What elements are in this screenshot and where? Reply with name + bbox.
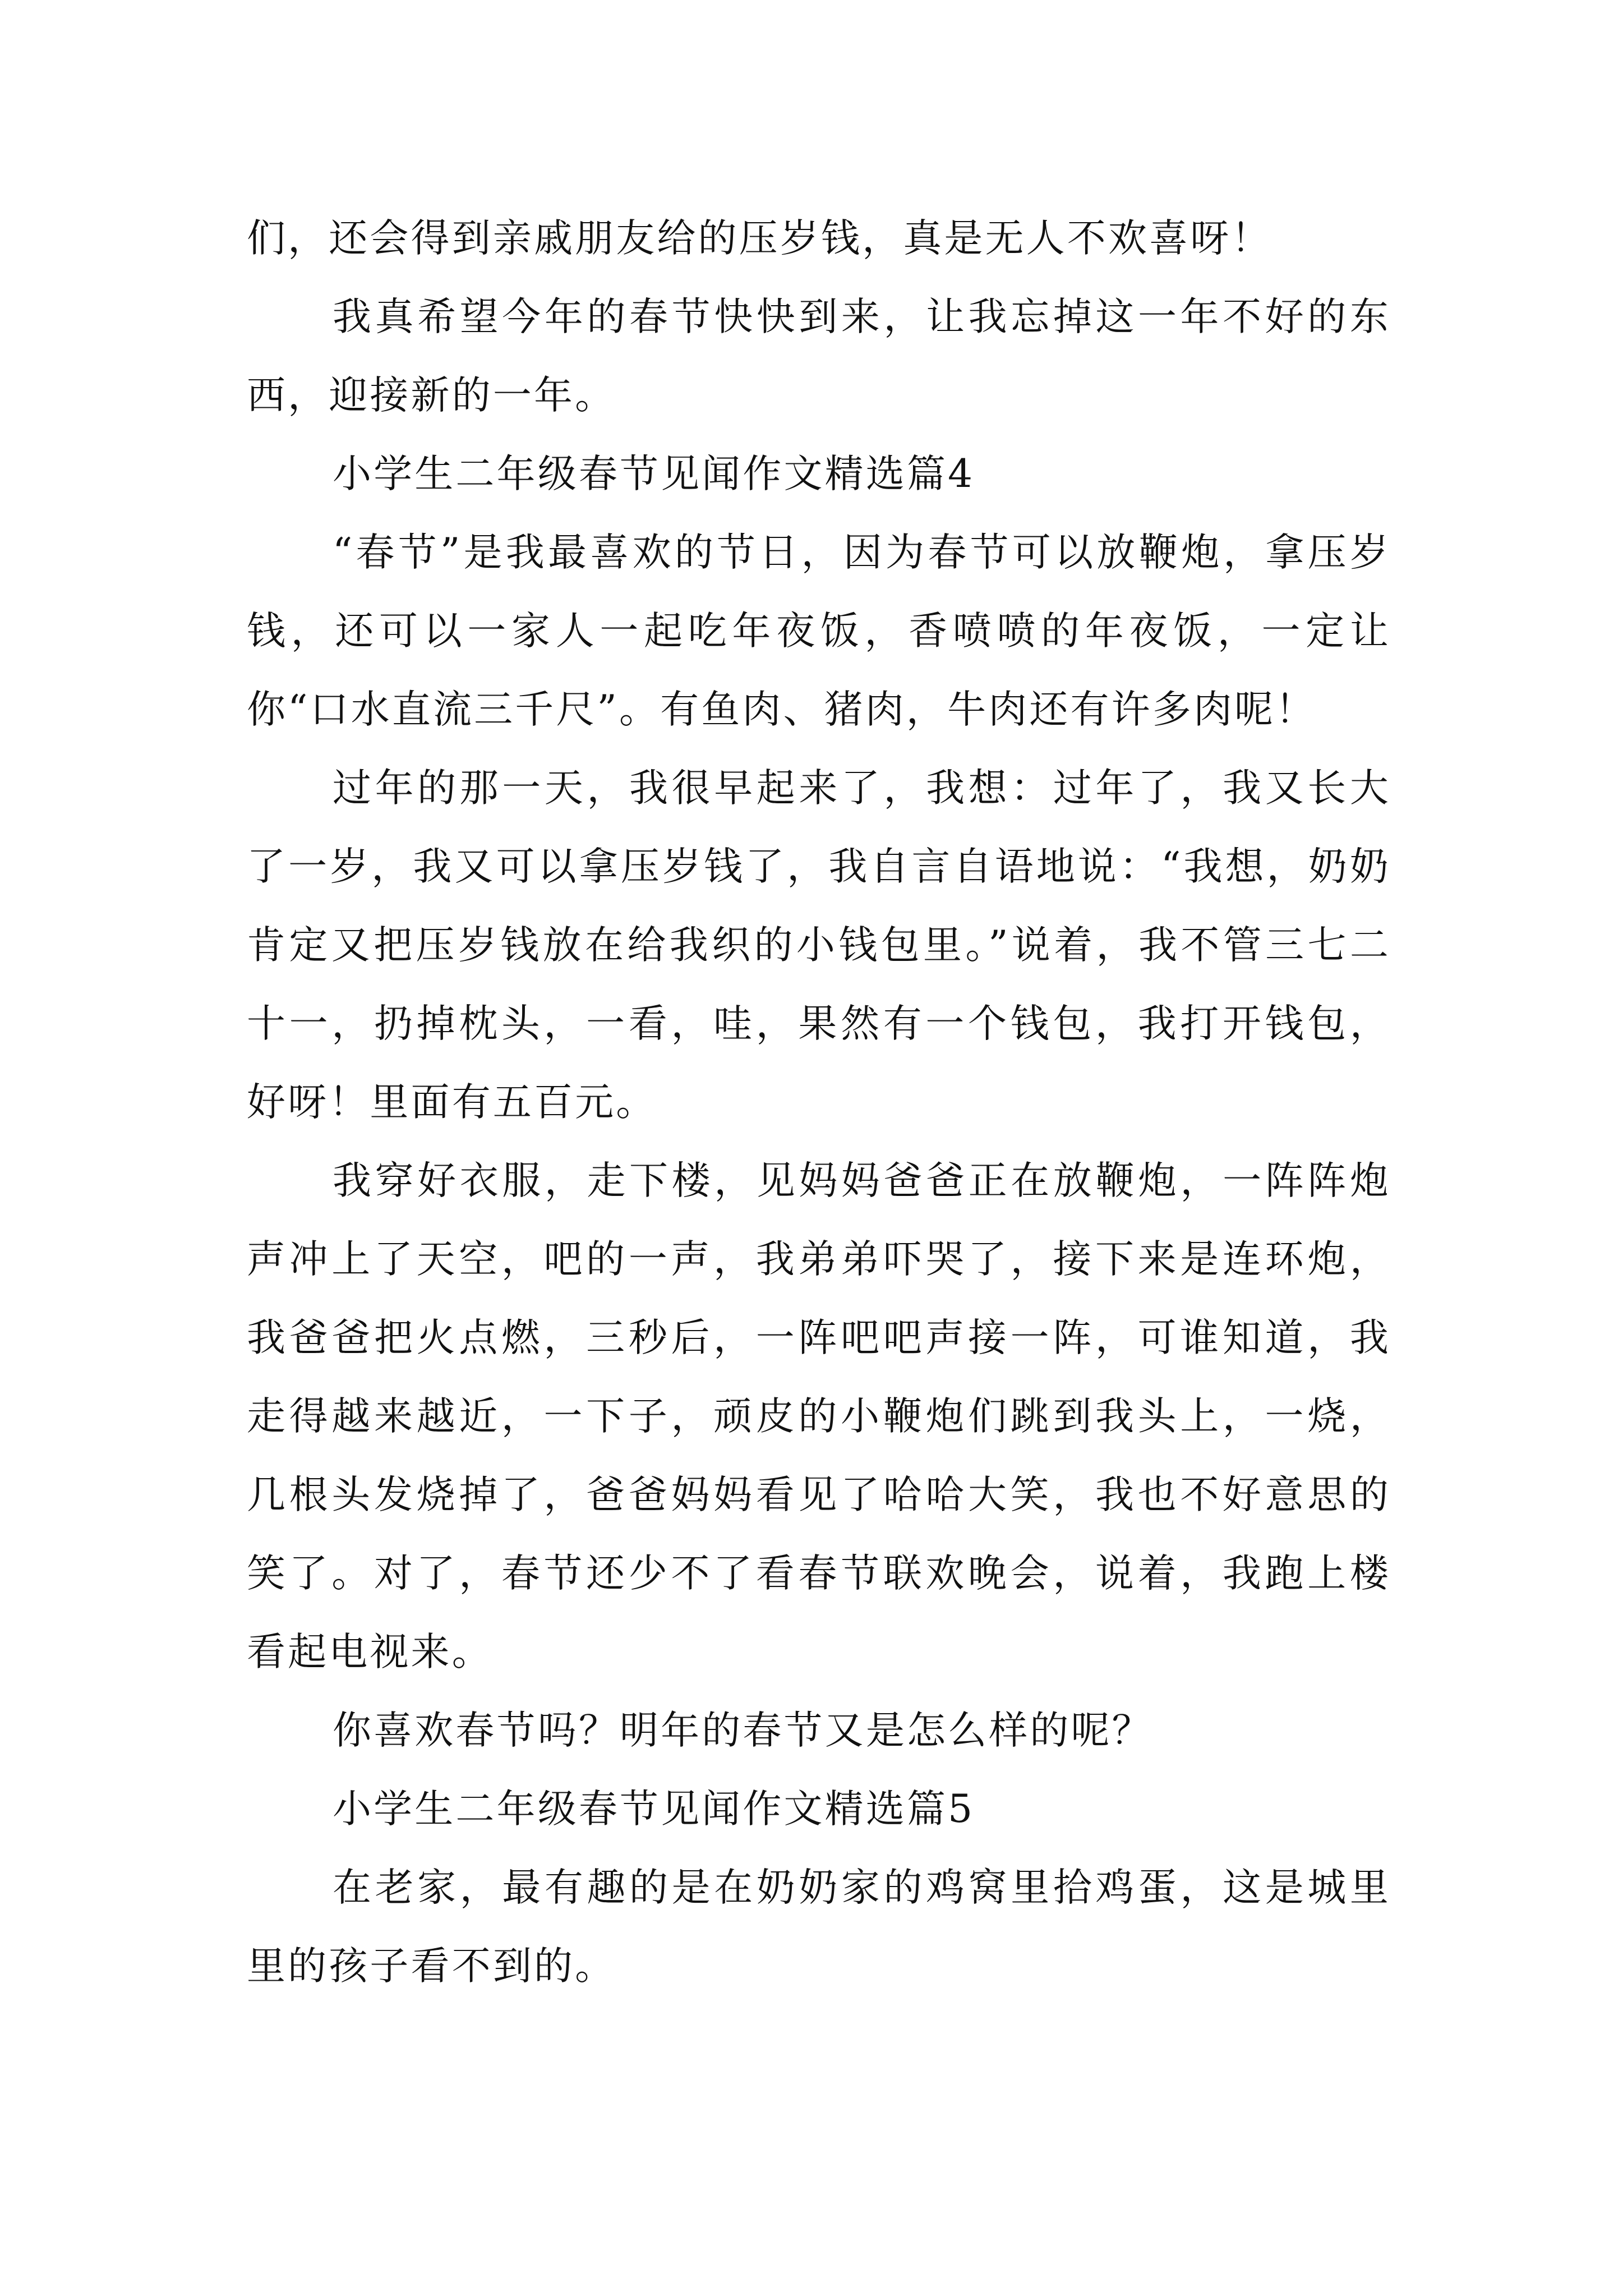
paragraph-continuation: 们，还会得到亲戚朋友给的压岁钱，真是无人不欢喜呀！ bbox=[247, 216, 1272, 261]
paragraph: 你喜欢春节吗？明年的春节又是怎么样的呢？ bbox=[333, 1708, 1153, 1753]
paragraph: 我真希望今年的春节快快到来，让我忘掉这一年不好的东西，迎接新的一年。 bbox=[247, 295, 1391, 418]
section-heading: 小学生二年级春节见闻作文精选篇5 bbox=[333, 1787, 975, 1832]
section-heading: 小学生二年级春节见闻作文精选篇4 bbox=[333, 452, 975, 496]
paragraph: 在老家，最有趣的是在奶奶家的鸡窝里拾鸡蛋，这是城里里的孩子看不到的。 bbox=[247, 1865, 1391, 1989]
essay-body bbox=[247, 199, 1391, 2005]
paragraph: “春节”是我最喜欢的节日，因为春节可以放鞭炮，拿压岁钱，还可以一家人一起吃年夜饭，香喷喷的年夜饭，一定让你“口水直流三千尺”。有鱼肉、猪肉，牛肉还有许多肉呢！ bbox=[247, 530, 1391, 732]
paragraph: 过年的那一天，我很早起来了，我想：过年了，我又长大了一岁，我又可以拿压岁钱了，我自言自语地说：“我想，奶奶肯定又把压岁钱放在给我织的小钱包里。”说着，我不管三七二十一，扔掉枕头，一看，哇，果然有一个钱包，我打开钱包，好呀！里面有五百元。 bbox=[247, 766, 1391, 1125]
paragraph: 我穿好衣服，走下楼，见妈妈爸爸正在放鞭炮，一阵阵炮声冲上了天空，吧的一声，我弟弟吓哭了，接下来是连环炮，我爸爸把火点燃，三秒后，一阵吧吧声接一阵，可谁知道，我走得越来越近，一下子，顽皮的小鞭炮们跳到我头上，一烧，几根头发烧掉了，爸爸妈妈看见了哈哈大笑，我也不好意思的笑了。对了，春节还少不了看春节联欢晚会，说着，我跑上楼看起电视来。 bbox=[247, 1158, 1391, 1674]
